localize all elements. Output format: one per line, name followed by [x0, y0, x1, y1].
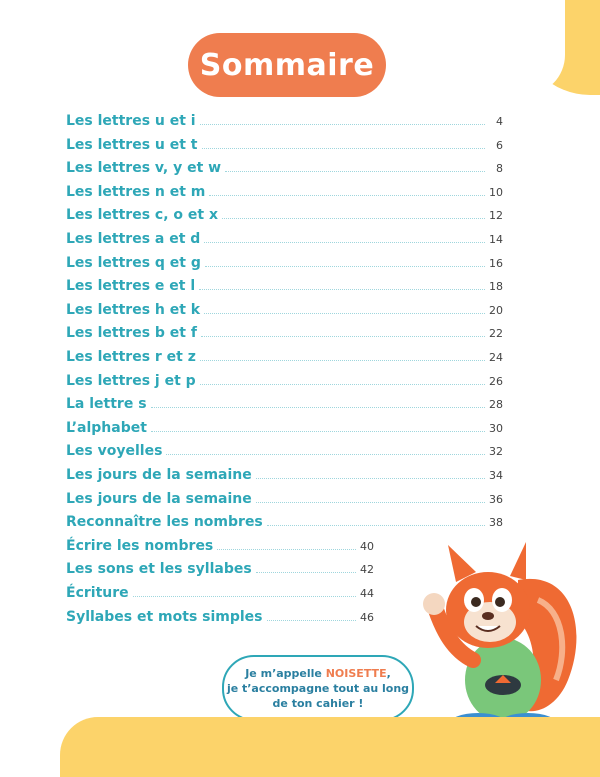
toc-entry-page: 24 [489, 351, 503, 364]
toc-entry-leader [199, 289, 485, 290]
toc-entry[interactable] [66, 579, 374, 601]
toc-entry-leader [166, 454, 485, 455]
toc-entry-page: 44 [360, 587, 374, 600]
toc-entry-leader [209, 195, 485, 196]
toc-entry[interactable] [66, 390, 503, 412]
toc-entry[interactable] [66, 414, 503, 436]
toc-entry-label: Les lettres u et i [66, 113, 196, 129]
toc-entry-page: 30 [489, 421, 503, 435]
toc-entry-page: 40 [360, 539, 374, 553]
toc-entry-page: 20 [489, 303, 503, 317]
toc-entry-label: La lettre s [66, 396, 147, 413]
toc-entry-page: 10 [489, 185, 503, 199]
toc-entry-page: 18 [489, 280, 503, 294]
toc-entry-label: Les lettres a et d [66, 231, 201, 247]
bottom-decoration [60, 717, 600, 777]
toc-entry[interactable] [66, 272, 503, 294]
toc-entry-page: 22 [489, 327, 503, 341]
toc-entry[interactable] [66, 154, 503, 176]
toc-entry-page: 46 [360, 610, 374, 624]
toc-entry-leader [200, 124, 485, 125]
toc-entry-leader [256, 478, 485, 479]
toc-entry-page: 12 [489, 209, 503, 223]
toc-entry[interactable] [66, 296, 503, 318]
toc-entry[interactable] [66, 485, 503, 507]
toc-entry-leader [204, 313, 485, 314]
toc-entry-label: Les lettres n et m [66, 183, 206, 200]
toc-entry-leader [267, 525, 485, 526]
toc-entry-leader [256, 572, 356, 573]
toc-entry[interactable] [66, 532, 374, 554]
toc-entry-page: 14 [489, 233, 503, 246]
toc-entry[interactable] [66, 178, 503, 200]
toc-entry[interactable] [66, 319, 503, 341]
toc-entry-label: Les lettres r et z [66, 349, 196, 365]
toc-entry-leader [205, 266, 485, 267]
toc-entry-page: 6 [496, 138, 503, 152]
toc-entry-leader [225, 171, 485, 172]
toc-entry-label: Les sons et les syllabes [66, 561, 252, 578]
toc-entry-leader [200, 384, 485, 385]
toc-entry-label: Les jours de la semaine [66, 467, 252, 483]
speech-bubble-line1 [245, 666, 391, 681]
toc-entry-page: 16 [489, 256, 503, 270]
toc-entry-leader [151, 431, 485, 432]
toc-entry[interactable] [66, 131, 503, 153]
mascot-name: NOISETTE [325, 666, 387, 680]
page-title-text: Sommaire [199, 47, 375, 83]
toc-entry-page: 28 [489, 398, 503, 412]
toc-entry-label: Syllabes et mots simples [66, 608, 263, 625]
toc-entry-leader [267, 620, 356, 621]
toc-entry-label: Les lettres v, y et w [66, 160, 222, 177]
toc-entry-page: 36 [489, 492, 503, 506]
toc-entry-label: Les voyelles [66, 443, 163, 460]
toc-entry[interactable] [66, 437, 503, 459]
toc-entry[interactable] [66, 603, 374, 625]
toc-entry-leader [202, 148, 485, 149]
toc-entry[interactable] [66, 201, 503, 223]
toc-entry-leader [217, 549, 356, 550]
toc-entry-label: Écriture [66, 585, 129, 601]
toc-entry-label: Les jours de la semaine [66, 490, 252, 507]
toc-entry-leader [133, 596, 356, 597]
speech-bubble-prefix: Je m’appelle [245, 666, 326, 680]
toc-entry[interactable] [66, 225, 503, 247]
toc-entry-leader [201, 336, 485, 337]
toc-entry[interactable] [66, 249, 503, 271]
toc-entry[interactable] [66, 107, 503, 129]
squirrel-mascot-icon [398, 540, 588, 740]
toc-entry[interactable] [66, 555, 374, 577]
speech-bubble-line2: je t’accompagne tout au long [226, 681, 410, 695]
toc-entry[interactable] [66, 343, 503, 365]
toc-entry-leader [222, 218, 485, 219]
toc-entry-leader [256, 502, 485, 503]
toc-entry-label: Les lettres c, o et x [66, 207, 218, 224]
toc-entry-leader [151, 407, 485, 408]
toc-entry-page: 38 [489, 516, 503, 530]
toc-entry-label: Écrire les nombres [66, 537, 214, 554]
toc-entry-page: 34 [489, 469, 503, 482]
speech-bubble [222, 655, 414, 721]
toc-entry[interactable] [66, 367, 503, 389]
toc-entry-label: Les lettres u et t [66, 136, 198, 153]
toc-entry[interactable] [66, 461, 503, 483]
toc-entry-page: 8 [496, 162, 503, 176]
speech-bubble-suffix: , [386, 666, 391, 680]
toc-entry-page: 32 [489, 445, 503, 459]
toc-entry-label: Les lettres q et g [66, 254, 201, 271]
toc-entry[interactable] [66, 508, 503, 530]
toc-entry-label: Les lettres e et l [66, 278, 196, 295]
toc-entry-label: Les lettres j et p [66, 372, 196, 389]
toc-entry-leader [200, 360, 485, 361]
speech-bubble-line3: de ton cahier ! [272, 696, 364, 710]
toc-entry-leader [204, 242, 485, 243]
toc-entry-label: Les lettres b et f [66, 325, 197, 342]
toc-entry-page: 26 [489, 374, 503, 388]
toc-entry-page: 42 [360, 563, 374, 577]
toc-entry-label: Reconnaître les nombres [66, 514, 263, 531]
page-title [188, 33, 386, 97]
toc-entry-page: 4 [496, 115, 503, 128]
toc-entry-label: Les lettres h et k [66, 301, 201, 318]
toc-entry-label: L’alphabet [66, 419, 147, 436]
